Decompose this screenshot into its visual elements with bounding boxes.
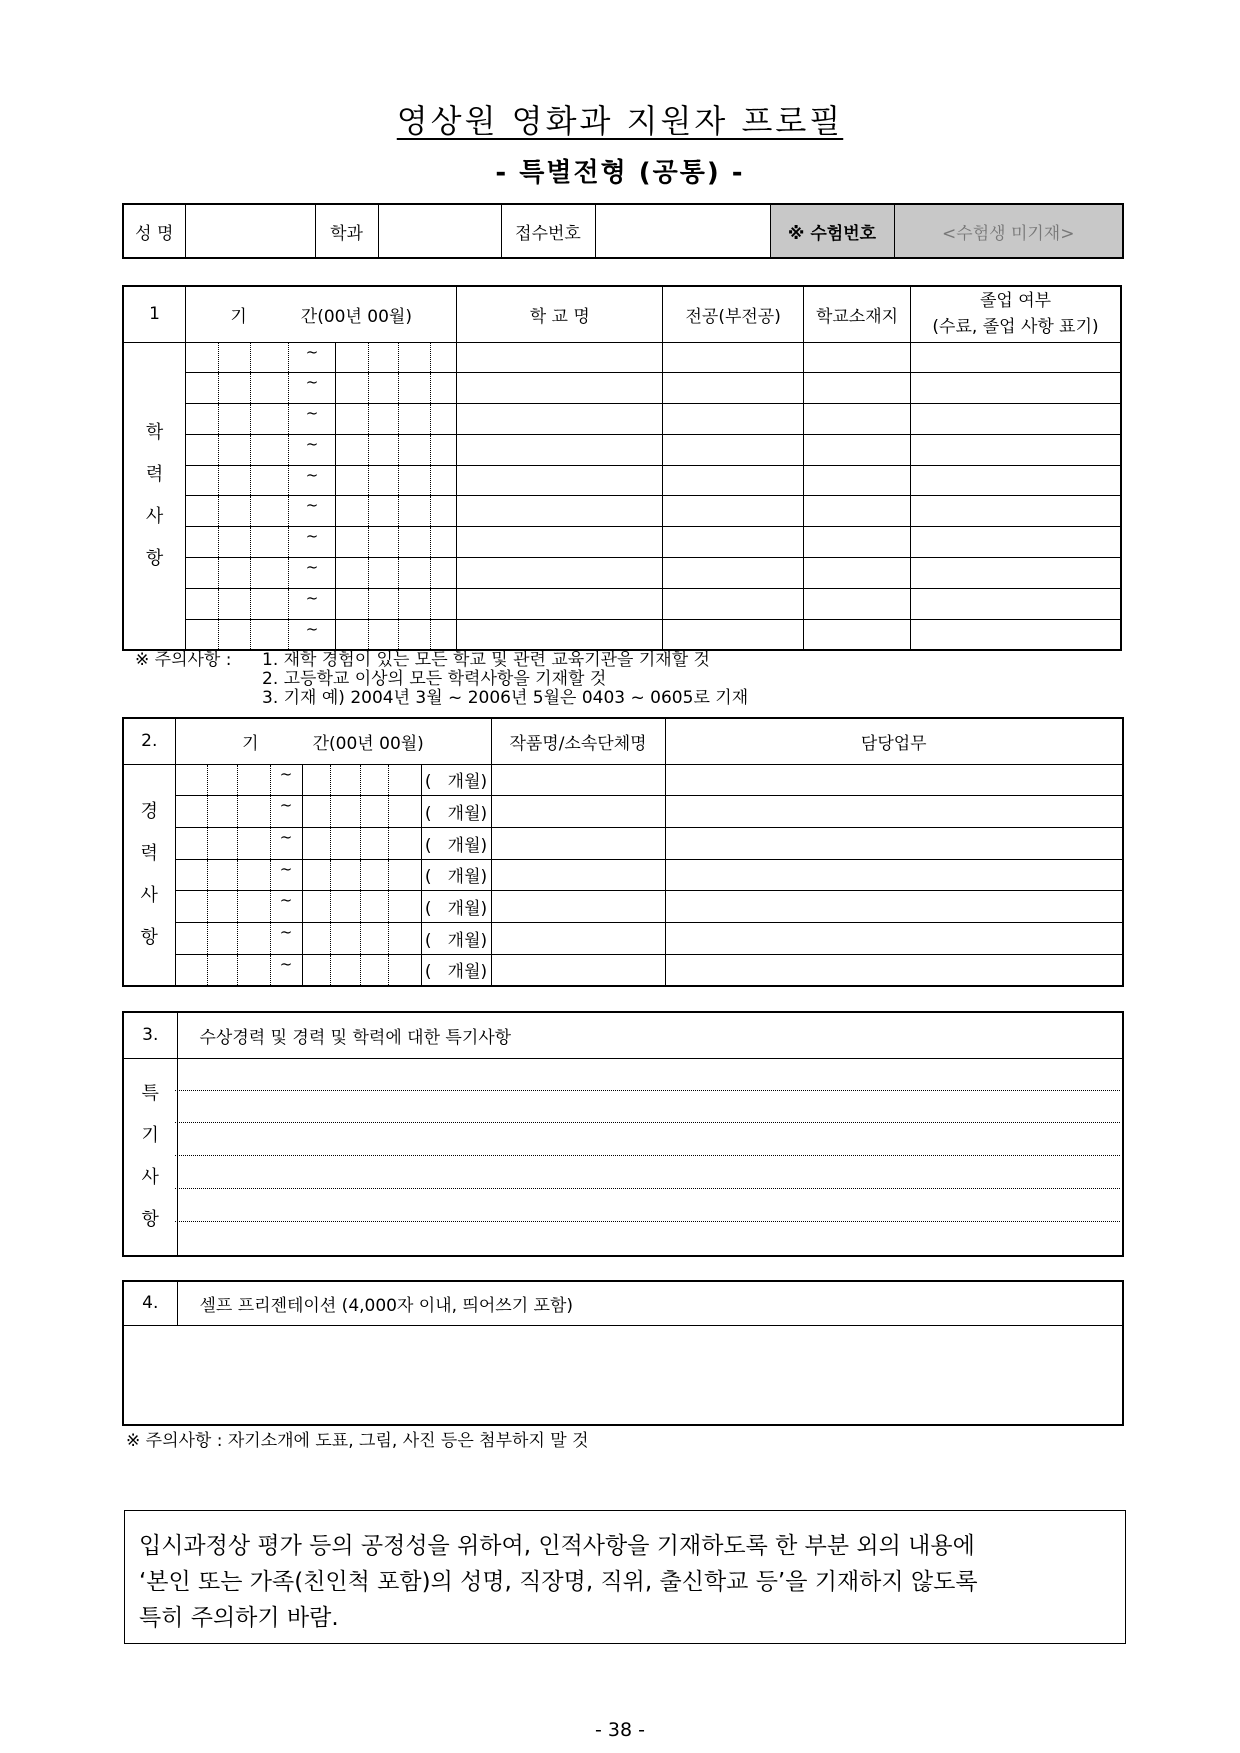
page-title-text: 영상원 영화과 지원자 프로필 xyxy=(396,102,844,140)
period-digit-cell[interactable] xyxy=(186,404,218,435)
period-digit-cell[interactable] xyxy=(207,859,237,891)
period-digit-cell[interactable] xyxy=(430,434,456,465)
period-digit-cell[interactable] xyxy=(335,588,368,619)
period-digit-cell[interactable] xyxy=(430,404,456,435)
education-notes-prefix: ※ 주의사항 : xyxy=(135,650,232,670)
work-name-cell[interactable] xyxy=(491,922,665,954)
career-side-char: 경 xyxy=(140,800,158,822)
months-cell[interactable]: ( 개월) xyxy=(421,827,491,859)
period-digit-cell[interactable] xyxy=(186,588,218,619)
period-digit-cell[interactable] xyxy=(237,827,270,859)
special-notes-header: 수상경력 및 경력 및 학력에 대한 특기사항 xyxy=(177,1012,1123,1058)
period-digit-cell[interactable] xyxy=(207,827,237,859)
period-digit-cell[interactable] xyxy=(388,891,421,923)
period-digit-cell[interactable] xyxy=(302,796,330,828)
period-tilde: ~ xyxy=(289,342,336,373)
presentation-note: ※ 주의사항 : 자기소개에 도표, 그림, 사진 등은 첨부하지 말 것 xyxy=(126,1431,589,1451)
education-table xyxy=(122,285,1122,651)
table-row xyxy=(123,527,1121,558)
graduation-status-cell[interactable] xyxy=(911,527,1121,558)
period-digit-cell[interactable] xyxy=(302,764,330,796)
school-name-header: 학 교 명 xyxy=(457,286,663,342)
period-tilde: ~ xyxy=(270,891,302,923)
period-digit-cell[interactable] xyxy=(360,827,388,859)
period-digit-cell[interactable] xyxy=(250,496,288,527)
period-digit-cell[interactable] xyxy=(330,954,360,986)
period-tilde: ~ xyxy=(270,922,302,954)
table-row xyxy=(123,465,1121,496)
graduation-status-cell[interactable] xyxy=(911,434,1121,465)
period-digit-cell[interactable] xyxy=(218,496,250,527)
education-side-char: 항 xyxy=(145,547,164,569)
graduation-status-cell[interactable] xyxy=(911,619,1121,650)
period-digit-cell[interactable] xyxy=(237,954,270,986)
period-tilde: ~ xyxy=(289,527,336,558)
special-notes-field[interactable] xyxy=(177,1058,1123,1256)
special-side-char: 항 xyxy=(141,1208,159,1230)
period-digit-cell[interactable] xyxy=(302,827,330,859)
period-digit-cell[interactable] xyxy=(360,922,388,954)
period-digit-cell[interactable] xyxy=(335,342,368,373)
dept-field[interactable] xyxy=(378,204,501,258)
period-digit-cell[interactable] xyxy=(399,619,430,650)
period-digit-cell[interactable] xyxy=(218,434,250,465)
period-digit-cell[interactable] xyxy=(250,619,288,650)
special-side-char: 사 xyxy=(141,1166,159,1188)
school-name-cell[interactable] xyxy=(457,558,663,589)
period-digit-cell[interactable] xyxy=(369,342,399,373)
period-digit-cell[interactable] xyxy=(207,922,237,954)
period-digit-cell[interactable] xyxy=(175,827,207,859)
period-digit-cell[interactable] xyxy=(302,891,330,923)
dept-label: 학과 xyxy=(315,204,378,258)
career-side-label xyxy=(123,764,175,986)
period-digit-cell[interactable] xyxy=(302,954,330,986)
duty-cell[interactable] xyxy=(665,764,1123,796)
period-digit-cell[interactable] xyxy=(175,764,207,796)
period-digit-cell[interactable] xyxy=(207,954,237,986)
period-digit-cell[interactable] xyxy=(430,496,456,527)
graduation-status-cell[interactable] xyxy=(911,496,1121,527)
period-digit-cell[interactable] xyxy=(399,404,430,435)
education-note-1: 1. 재학 경험이 있는 모든 학교 및 관련 교육기관을 기재할 것 xyxy=(262,650,710,670)
special-dotted-line xyxy=(175,1090,1120,1091)
page-number: - 38 - xyxy=(595,1719,645,1741)
career-rows xyxy=(123,764,1123,986)
warning-line-2: ‘본인 또는 가족(친인척 포함)의 성명, 직장명, 직위, 출신학교 등’을 기재하지 않도록 xyxy=(139,1569,978,1595)
period-digit-cell[interactable] xyxy=(369,496,399,527)
duty-cell[interactable] xyxy=(665,922,1123,954)
career-side-char: 사 xyxy=(140,884,158,906)
graduation-status-label: 졸업 여부 xyxy=(980,291,1052,312)
duty-cell[interactable] xyxy=(665,891,1123,923)
major-cell[interactable] xyxy=(663,496,804,527)
presentation-header: 셀프 프리젠테이션 (4,000자 이내, 띄어쓰기 포함) xyxy=(177,1281,1123,1325)
presentation-field[interactable] xyxy=(123,1325,1123,1425)
table-row xyxy=(123,859,1123,891)
period-digit-cell[interactable] xyxy=(360,764,388,796)
period-digit-cell[interactable] xyxy=(430,558,456,589)
period-digit-cell[interactable] xyxy=(399,465,430,496)
school-name-cell[interactable] xyxy=(457,619,663,650)
period-digit-cell[interactable] xyxy=(175,796,207,828)
education-side-label xyxy=(123,342,186,650)
months-cell[interactable]: ( 개월) xyxy=(421,891,491,923)
period-tilde: ~ xyxy=(289,373,336,404)
period-digit-cell[interactable] xyxy=(330,859,360,891)
table-row xyxy=(123,342,1121,373)
period-tilde: ~ xyxy=(289,434,336,465)
school-location-cell[interactable] xyxy=(803,342,910,373)
period-digit-cell[interactable] xyxy=(369,404,399,435)
period-digit-cell[interactable] xyxy=(218,404,250,435)
period-digit-cell[interactable] xyxy=(369,527,399,558)
page-subtitle: - 특별전형 (공통) - xyxy=(495,158,745,188)
period-digit-cell[interactable] xyxy=(430,342,456,373)
education-num: 1 xyxy=(123,286,186,342)
period-digit-cell[interactable] xyxy=(218,588,250,619)
school-location-header: 학교소재지 xyxy=(803,286,910,342)
period-digit-cell[interactable] xyxy=(250,404,288,435)
period-digit-cell[interactable] xyxy=(335,465,368,496)
period-digit-cell[interactable] xyxy=(388,954,421,986)
months-cell[interactable]: ( 개월) xyxy=(421,922,491,954)
period-digit-cell[interactable] xyxy=(430,588,456,619)
period-digit-cell[interactable] xyxy=(335,619,368,650)
period-digit-cell[interactable] xyxy=(399,434,430,465)
period-digit-cell[interactable] xyxy=(250,558,288,589)
period-digit-cell[interactable] xyxy=(237,922,270,954)
period-digit-cell[interactable] xyxy=(302,859,330,891)
period-digit-cell[interactable] xyxy=(218,558,250,589)
period-digit-cell[interactable] xyxy=(218,465,250,496)
period-digit-cell[interactable] xyxy=(186,465,218,496)
period-digit-cell[interactable] xyxy=(369,373,399,404)
major-cell[interactable] xyxy=(663,434,804,465)
major-header: 전공(부전공) xyxy=(663,286,804,342)
period-digit-cell[interactable] xyxy=(369,558,399,589)
period-digit-cell[interactable] xyxy=(207,796,237,828)
period-digit-cell[interactable] xyxy=(360,796,388,828)
table-row xyxy=(123,796,1123,828)
period-digit-cell[interactable] xyxy=(330,764,360,796)
period-digit-cell[interactable] xyxy=(335,496,368,527)
applicant-info-table xyxy=(122,203,1124,259)
period-digit-cell[interactable] xyxy=(175,891,207,923)
school-location-cell[interactable] xyxy=(803,619,910,650)
period-digit-cell[interactable] xyxy=(388,827,421,859)
period-digit-cell[interactable] xyxy=(330,827,360,859)
period-digit-cell[interactable] xyxy=(335,434,368,465)
period-digit-cell[interactable] xyxy=(218,342,250,373)
period-digit-cell[interactable] xyxy=(175,954,207,986)
period-digit-cell[interactable] xyxy=(250,342,288,373)
special-side-label xyxy=(123,1058,177,1256)
graduation-status-cell[interactable] xyxy=(911,588,1121,619)
graduation-status-cell[interactable] xyxy=(911,342,1121,373)
career-side-char: 항 xyxy=(140,926,158,948)
school-location-cell[interactable] xyxy=(803,373,910,404)
period-digit-cell[interactable] xyxy=(237,859,270,891)
school-location-cell[interactable] xyxy=(803,434,910,465)
table-row xyxy=(123,404,1121,435)
duty-cell[interactable] xyxy=(665,796,1123,828)
special-dotted-line xyxy=(175,1155,1120,1156)
period-digit-cell[interactable] xyxy=(186,558,218,589)
school-name-cell[interactable] xyxy=(457,465,663,496)
period-digit-cell[interactable] xyxy=(186,342,218,373)
period-tilde: ~ xyxy=(270,859,302,891)
major-cell[interactable] xyxy=(663,404,804,435)
period-digit-cell[interactable] xyxy=(186,496,218,527)
graduation-status-cell[interactable] xyxy=(911,373,1121,404)
months-cell[interactable]: ( 개월) xyxy=(421,954,491,986)
period-digit-cell[interactable] xyxy=(369,465,399,496)
months-cell[interactable]: ( 개월) xyxy=(421,764,491,796)
months-cell[interactable]: ( 개월) xyxy=(421,859,491,891)
warning-line-1: 입시과정상 평가 등의 공정성을 위하여, 인적사항을 기재하도록 한 부분 외의 내용에 xyxy=(139,1533,975,1559)
major-cell[interactable] xyxy=(663,373,804,404)
period-digit-cell[interactable] xyxy=(430,619,456,650)
page-title xyxy=(0,96,1240,142)
period-tilde: ~ xyxy=(270,764,302,796)
period-digit-cell[interactable] xyxy=(399,342,430,373)
school-name-cell[interactable] xyxy=(457,496,663,527)
period-digit-cell[interactable] xyxy=(430,527,456,558)
education-side-char: 학 xyxy=(145,421,164,443)
table-row xyxy=(123,619,1121,650)
graduation-status-cell[interactable] xyxy=(911,465,1121,496)
period-digit-cell[interactable] xyxy=(399,527,430,558)
school-location-cell[interactable] xyxy=(803,588,910,619)
school-location-cell[interactable] xyxy=(803,527,910,558)
school-name-cell[interactable] xyxy=(457,373,663,404)
name-field[interactable] xyxy=(185,204,315,258)
period-digit-cell[interactable] xyxy=(237,796,270,828)
major-cell[interactable] xyxy=(663,588,804,619)
period-digit-cell[interactable] xyxy=(388,764,421,796)
period-tilde: ~ xyxy=(289,619,336,650)
duty-cell[interactable] xyxy=(665,859,1123,891)
major-cell[interactable] xyxy=(663,527,804,558)
period-digit-cell[interactable] xyxy=(399,558,430,589)
period-digit-cell[interactable] xyxy=(360,954,388,986)
career-side-char: 력 xyxy=(140,842,158,864)
special-dotted-line xyxy=(175,1188,1120,1189)
table-row xyxy=(123,954,1123,986)
period-digit-cell[interactable] xyxy=(250,527,288,558)
period-digit-cell[interactable] xyxy=(369,434,399,465)
receipt-number-field[interactable] xyxy=(595,204,770,258)
graduation-status-cell[interactable] xyxy=(911,558,1121,589)
period-tilde: ~ xyxy=(289,404,336,435)
work-name-cell[interactable] xyxy=(491,827,665,859)
period-digit-cell[interactable] xyxy=(175,859,207,891)
education-note-2: 2. 고등학교 이상의 모든 학력사항을 기재할 것 xyxy=(262,669,607,689)
period-digit-cell[interactable] xyxy=(335,373,368,404)
period-digit-cell[interactable] xyxy=(186,527,218,558)
school-name-cell[interactable] xyxy=(457,527,663,558)
table-row xyxy=(123,922,1123,954)
period-tilde: ~ xyxy=(270,827,302,859)
period-digit-cell[interactable] xyxy=(369,619,399,650)
table-row xyxy=(123,373,1121,404)
graduation-status-header xyxy=(911,286,1121,342)
period-digit-cell[interactable] xyxy=(330,922,360,954)
period-digit-cell[interactable] xyxy=(388,922,421,954)
period-digit-cell[interactable] xyxy=(186,619,218,650)
period-digit-cell[interactable] xyxy=(430,373,456,404)
period-digit-cell[interactable] xyxy=(388,859,421,891)
period-digit-cell[interactable] xyxy=(250,434,288,465)
period-digit-cell[interactable] xyxy=(335,558,368,589)
period-digit-cell[interactable] xyxy=(360,891,388,923)
table-row xyxy=(123,496,1121,527)
school-location-cell[interactable] xyxy=(803,465,910,496)
career-num: 2. xyxy=(123,718,175,764)
special-dotted-line xyxy=(175,1122,1120,1123)
period-tilde: ~ xyxy=(289,496,336,527)
period-digit-cell[interactable] xyxy=(399,496,430,527)
period-digit-cell[interactable] xyxy=(218,527,250,558)
school-name-cell[interactable] xyxy=(457,342,663,373)
special-side-char: 특 xyxy=(141,1082,159,1104)
work-name-header: 작품명/소속단체명 xyxy=(491,718,665,764)
period-digit-cell[interactable] xyxy=(330,891,360,923)
duty-cell[interactable] xyxy=(665,827,1123,859)
school-location-cell[interactable] xyxy=(803,496,910,527)
work-name-cell[interactable] xyxy=(491,891,665,923)
period-digit-cell[interactable] xyxy=(250,373,288,404)
exam-number-placeholder: <수험생 미기재> xyxy=(894,204,1123,258)
period-tilde: ~ xyxy=(270,954,302,986)
graduation-status-cell[interactable] xyxy=(911,404,1121,435)
period-digit-cell[interactable] xyxy=(330,796,360,828)
education-period-header: 기 간(00년 00월) xyxy=(186,286,457,342)
education-side-char: 력 xyxy=(145,463,164,485)
major-cell[interactable] xyxy=(663,342,804,373)
period-tilde: ~ xyxy=(270,796,302,828)
duty-header: 담당업무 xyxy=(665,718,1123,764)
period-digit-cell[interactable] xyxy=(335,527,368,558)
major-cell[interactable] xyxy=(663,465,804,496)
work-name-cell[interactable] xyxy=(491,859,665,891)
period-digit-cell[interactable] xyxy=(186,373,218,404)
table-row xyxy=(123,558,1121,589)
period-digit-cell[interactable] xyxy=(360,859,388,891)
special-num: 3. xyxy=(123,1012,177,1058)
period-digit-cell[interactable] xyxy=(335,404,368,435)
school-location-cell[interactable] xyxy=(803,404,910,435)
period-tilde: ~ xyxy=(289,465,336,496)
months-cell[interactable]: ( 개월) xyxy=(421,796,491,828)
period-digit-cell[interactable] xyxy=(218,619,250,650)
period-digit-cell[interactable] xyxy=(250,588,288,619)
school-location-cell[interactable] xyxy=(803,558,910,589)
period-digit-cell[interactable] xyxy=(388,796,421,828)
table-row xyxy=(123,827,1123,859)
self-presentation-table xyxy=(122,1280,1124,1426)
school-name-cell[interactable] xyxy=(457,434,663,465)
period-digit-cell[interactable] xyxy=(250,465,288,496)
table-row xyxy=(123,588,1121,619)
table-row xyxy=(123,891,1123,923)
period-digit-cell[interactable] xyxy=(369,588,399,619)
career-period-header: 기 간(00년 00월) xyxy=(175,718,491,764)
school-name-cell[interactable] xyxy=(457,404,663,435)
career-table xyxy=(122,717,1124,987)
major-cell[interactable] xyxy=(663,558,804,589)
education-rows xyxy=(123,342,1121,650)
duty-cell[interactable] xyxy=(665,954,1123,986)
period-digit-cell[interactable] xyxy=(207,891,237,923)
period-digit-cell[interactable] xyxy=(207,764,237,796)
receipt-number-label: 접수번호 xyxy=(501,204,595,258)
education-notes xyxy=(135,651,231,670)
warning-line-3: 특히 주의하기 바람. xyxy=(139,1605,339,1631)
education-side-char: 사 xyxy=(145,505,164,527)
period-tilde: ~ xyxy=(289,558,336,589)
period-digit-cell[interactable] xyxy=(237,891,270,923)
special-side-char: 기 xyxy=(141,1124,159,1146)
period-tilde: ~ xyxy=(289,588,336,619)
major-cell[interactable] xyxy=(663,619,804,650)
period-digit-cell[interactable] xyxy=(399,373,430,404)
graduation-status-sublabel: (수료, 졸업 사항 표기) xyxy=(932,317,1099,338)
period-digit-cell[interactable] xyxy=(175,922,207,954)
period-digit-cell[interactable] xyxy=(302,922,330,954)
table-row xyxy=(123,764,1123,796)
period-digit-cell[interactable] xyxy=(399,588,430,619)
special-dotted-line xyxy=(175,1221,1120,1222)
work-name-cell[interactable] xyxy=(491,954,665,986)
period-digit-cell[interactable] xyxy=(218,373,250,404)
education-note-3: 3. 기재 예) 2004년 3월 ~ 2006년 5월은 0403 ~ 0605로 기재 xyxy=(262,688,749,708)
presentation-num: 4. xyxy=(123,1281,177,1325)
table-row xyxy=(123,434,1121,465)
school-name-cell[interactable] xyxy=(457,588,663,619)
name-label: 성 명 xyxy=(123,204,185,258)
warning-box xyxy=(124,1510,1126,1644)
period-digit-cell[interactable] xyxy=(237,764,270,796)
period-digit-cell[interactable] xyxy=(430,465,456,496)
work-name-cell[interactable] xyxy=(491,796,665,828)
work-name-cell[interactable] xyxy=(491,764,665,796)
exam-number-label: ※ 수험번호 xyxy=(770,204,894,258)
period-digit-cell[interactable] xyxy=(186,434,218,465)
